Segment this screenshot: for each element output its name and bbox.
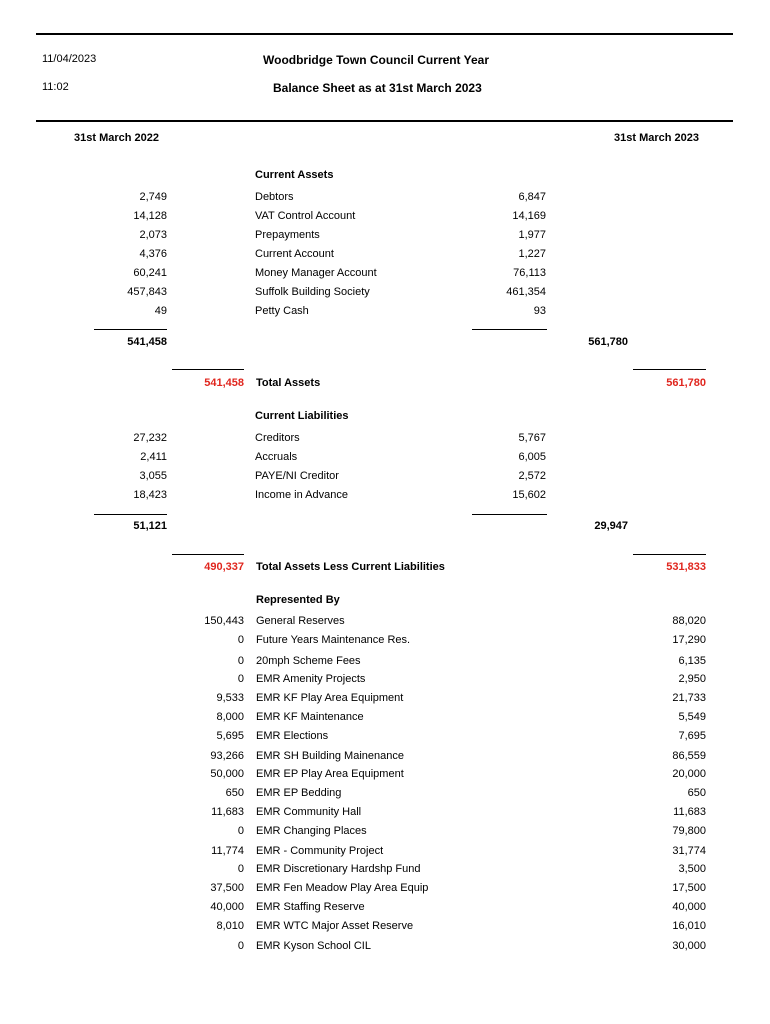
liability-label: PAYE/NI Creditor [255, 470, 339, 482]
asset-prior-value: 2,073 [139, 229, 167, 241]
reserve-label: EMR Elections [256, 730, 329, 742]
asset-current-value: 1,977 [518, 229, 546, 241]
liability-prior-value: 18,423 [133, 489, 167, 501]
liabilities-subtotal-current: 29,947 [594, 520, 628, 532]
reserve-prior-value: 150,443 [204, 615, 244, 627]
liabilities-current-rule [472, 514, 547, 515]
assets-subtotal-current: 561,780 [588, 336, 628, 348]
asset-current-value: 14,169 [512, 210, 546, 222]
represented-by-heading: Represented By [256, 594, 340, 606]
reserve-prior-value: 0 [237, 655, 244, 667]
reserve-prior-value: 0 [237, 940, 244, 952]
reserve-label: Future Years Maintenance Res. [256, 634, 411, 646]
asset-label: Suffolk Building Society [255, 286, 370, 298]
reserve-label: EMR WTC Major Asset Reserve [256, 920, 414, 932]
liability-prior-value: 27,232 [133, 432, 167, 444]
net-assets-current: 531,833 [666, 561, 706, 573]
reserve-current-value: 31,774 [672, 845, 706, 857]
net-assets-prior: 490,337 [204, 561, 244, 573]
net-assets-label: Total Assets Less Current Liabilities [256, 561, 445, 573]
header-rule [36, 120, 733, 122]
total-assets-current: 561,780 [666, 377, 706, 389]
reserve-current-value: 40,000 [672, 901, 706, 913]
liability-current-value: 15,602 [512, 489, 546, 501]
total-assets-prior: 541,458 [204, 377, 244, 389]
reserve-label: EMR KF Play Area Equipment [256, 692, 404, 704]
reserve-current-value: 650 [687, 787, 706, 799]
liability-current-value: 5,767 [518, 432, 546, 444]
report-subtitle: Balance Sheet as at 31st March 2023 [273, 81, 482, 95]
total-assets-prior-rule [172, 369, 244, 370]
reserve-current-value: 6,135 [678, 655, 706, 667]
reserve-label: EMR Community Hall [256, 806, 362, 818]
reserve-prior-value: 11,774 [211, 845, 244, 857]
reserve-prior-value: 650 [225, 787, 244, 799]
reserve-current-value: 20,000 [672, 768, 706, 780]
reserve-prior-value: 5,695 [216, 730, 244, 742]
assets-current-rule [472, 329, 547, 330]
reserve-prior-value: 9,533 [216, 692, 244, 704]
reserve-prior-value: 0 [237, 825, 244, 837]
reserve-current-value: 16,010 [672, 920, 706, 932]
liability-current-value: 6,005 [518, 451, 546, 463]
assets-subtotal-prior: 541,458 [127, 336, 167, 348]
reserve-current-value: 17,500 [672, 882, 706, 894]
reserve-current-value: 88,020 [672, 615, 706, 627]
asset-current-value: 461,354 [506, 286, 546, 298]
reserve-current-value: 5,549 [678, 711, 706, 723]
report-time: 11:02 [42, 81, 69, 93]
asset-label: Current Account [255, 248, 334, 260]
reserve-label: General Reserves [256, 615, 345, 627]
reserve-prior-value: 40,000 [210, 901, 244, 913]
reserve-current-value: 2,950 [678, 673, 706, 685]
reserve-current-value: 17,290 [672, 634, 706, 646]
reserve-current-value: 30,000 [672, 940, 706, 952]
reserve-prior-value: 93,266 [210, 750, 244, 762]
assets-prior-rule [94, 329, 167, 330]
reserve-prior-value: 0 [237, 863, 244, 875]
reserve-prior-value: 8,000 [216, 711, 244, 723]
total-assets-label: Total Assets [256, 377, 321, 389]
reserve-label: EMR EP Bedding [256, 787, 342, 799]
reserve-label: EMR Kyson School CIL [256, 940, 371, 952]
liability-label: Income in Advance [255, 489, 348, 501]
asset-prior-value: 4,376 [139, 248, 167, 260]
reserve-current-value: 21,733 [672, 692, 706, 704]
reserve-label: EMR EP Play Area Equipment [256, 768, 404, 780]
asset-current-value: 1,227 [518, 248, 546, 260]
net-assets-prior-rule [172, 554, 244, 555]
reserve-label: EMR Fen Meadow Play Area Equip [256, 882, 429, 894]
liabilities-prior-rule [94, 514, 167, 515]
report-title: Woodbridge Town Council Current Year [263, 53, 490, 67]
asset-label: Petty Cash [255, 305, 309, 317]
liability-prior-value: 2,411 [140, 451, 167, 463]
asset-current-value: 93 [533, 305, 546, 317]
reserve-current-value: 86,559 [672, 750, 706, 762]
total-assets-current-rule [633, 369, 706, 370]
asset-label: Debtors [255, 191, 294, 203]
reserve-prior-value: 0 [237, 673, 244, 685]
asset-prior-value: 49 [154, 305, 167, 317]
reserve-label: EMR KF Maintenance [256, 711, 364, 723]
asset-label: Money Manager Account [255, 267, 377, 279]
reserve-label: EMR SH Building Mainenance [256, 750, 404, 762]
reserve-label: EMR Changing Places [256, 825, 367, 837]
reserve-label: EMR Discretionary Hardshp Fund [256, 863, 421, 875]
reserve-current-value: 3,500 [678, 863, 706, 875]
liability-current-value: 2,572 [518, 470, 546, 482]
column-heading-prior: 31st March 2022 [74, 132, 159, 144]
top-rule [36, 33, 733, 35]
reserve-current-value: 11,683 [673, 806, 706, 818]
asset-prior-value: 14,128 [133, 210, 167, 222]
reserve-current-value: 79,800 [672, 825, 706, 837]
asset-current-value: 76,113 [513, 267, 546, 279]
current-assets-heading: Current Assets [255, 169, 334, 181]
asset-prior-value: 457,843 [127, 286, 167, 298]
reserve-label: EMR - Community Project [256, 845, 384, 857]
asset-current-value: 6,847 [518, 191, 546, 203]
reserve-current-value: 7,695 [678, 730, 706, 742]
liability-prior-value: 3,055 [139, 470, 167, 482]
reserve-prior-value: 0 [237, 634, 244, 646]
asset-label: Prepayments [255, 229, 320, 241]
reserve-prior-value: 37,500 [210, 882, 244, 894]
reserve-label: EMR Amenity Projects [256, 673, 366, 685]
reserve-prior-value: 11,683 [211, 806, 244, 818]
asset-prior-value: 60,241 [133, 267, 167, 279]
column-heading-current: 31st March 2023 [614, 132, 699, 144]
asset-label: VAT Control Account [255, 210, 356, 222]
reserve-label: 20mph Scheme Fees [256, 655, 361, 667]
liability-label: Creditors [255, 432, 300, 444]
net-assets-current-rule [633, 554, 706, 555]
reserve-prior-value: 8,010 [216, 920, 244, 932]
current-liabilities-heading: Current Liabilities [255, 410, 349, 422]
reserve-label: EMR Staffing Reserve [256, 901, 365, 913]
liabilities-subtotal-prior: 51,121 [133, 520, 167, 532]
liability-label: Accruals [255, 451, 298, 463]
report-date: 11/04/2023 [42, 53, 97, 65]
reserve-prior-value: 50,000 [210, 768, 244, 780]
asset-prior-value: 2,749 [139, 191, 167, 203]
